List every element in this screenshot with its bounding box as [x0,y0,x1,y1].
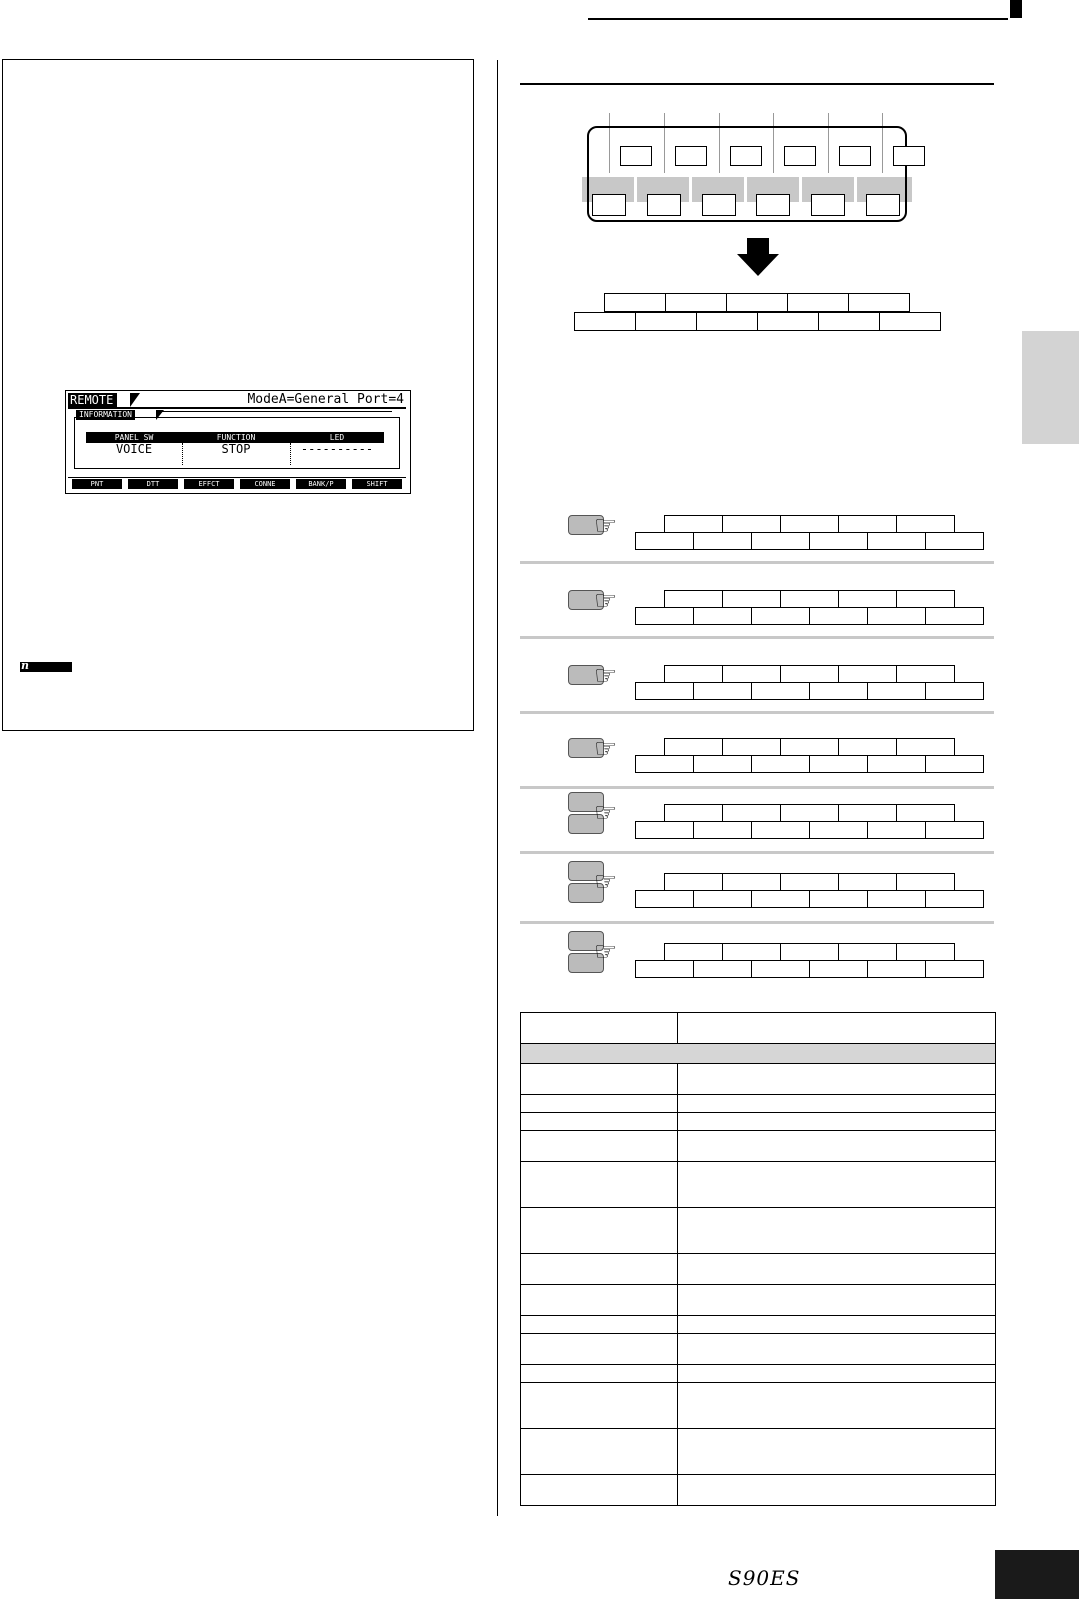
grid-cell [693,821,752,839]
grid-cell [751,960,810,978]
grid-cell [693,755,752,773]
grid-cell [664,665,723,683]
grid-cell [867,755,926,773]
table-row [521,1162,996,1208]
table-header-row [521,1013,996,1044]
table-cell [678,1475,996,1506]
grid-cell [896,943,955,961]
grid-cell [751,890,810,908]
grid-cell [722,804,781,822]
table-row [521,1383,996,1429]
table-cell [678,1208,996,1254]
grid-cell [664,515,723,533]
lcd-col-panel-sw: PANEL SW [114,433,154,442]
grid-cell [809,960,868,978]
panel-button-upper [730,146,762,166]
grid-cell [809,821,868,839]
lcd-top-rule-secondary [160,411,392,412]
grid-cell [693,890,752,908]
grid-cell [574,312,636,331]
side-thumb-tab [1022,331,1079,444]
table-cell [521,1334,678,1365]
grid-cell [787,293,849,312]
grid-cell [838,873,897,891]
table-cell [521,1208,678,1254]
grid-cell [925,682,984,700]
grid-cell [664,738,723,756]
grid-cell [696,312,758,331]
grid-cell [780,515,839,533]
table-cell [678,1162,996,1208]
table-cell [521,1162,678,1208]
lcd-cell-led: ---------- [300,442,374,456]
grid-cell [664,804,723,822]
grid-cell [925,960,984,978]
grid-cell [867,960,926,978]
grid-cell [722,665,781,683]
table-cell [678,1316,996,1334]
grid-cell [896,804,955,822]
grid-cell [879,312,941,331]
panel-button-lower [866,194,900,216]
lcd-tab: SHIFT [352,479,402,489]
lcd-title: REMOTE [68,393,117,407]
hand-pointer-icon: ☞ [594,866,618,896]
panel-button-upper [620,146,652,166]
grid-cell [925,607,984,625]
grid-cell [867,682,926,700]
grid-cell [722,738,781,756]
grid-cell [780,738,839,756]
grid-cell [809,682,868,700]
grid-cell [664,590,723,608]
grid-cell [838,738,897,756]
grid-cell [896,665,955,683]
table-row [521,1429,996,1475]
panel-bracket [587,126,907,222]
grid-cell [751,755,810,773]
grid-cell [780,943,839,961]
table-cell [678,1254,996,1285]
grid-cell [751,532,810,550]
hand-pointer-icon: ☞ [594,733,618,763]
grid-cell [838,943,897,961]
row-separator [520,561,994,564]
grid-cell [867,821,926,839]
table-cell [521,1316,678,1334]
grid-cell [838,515,897,533]
grid-cell [896,873,955,891]
grid-cell [838,665,897,683]
row-separator [520,786,994,789]
grid-cell [925,755,984,773]
table-cell [521,1254,678,1285]
down-arrow-icon [747,238,769,254]
down-arrow-head [737,254,779,276]
page-number-block [995,1550,1079,1599]
table-cell [521,1429,678,1475]
table-cell [521,1131,678,1162]
table-cell [521,1095,678,1113]
grid-cell [635,890,694,908]
table-row [521,1064,996,1095]
lcd-col-led: LED [329,433,345,442]
grid-cell [722,515,781,533]
hand-pointer-icon: ☞ [594,797,618,827]
grid-cell [635,532,694,550]
table-row [521,1208,996,1254]
section-top-rule [520,83,994,85]
hand-pointer-icon: ☞ [594,936,618,966]
grid-cell [780,873,839,891]
column-divider [497,60,498,1516]
grid-cell [925,532,984,550]
lcd-tab: PNT [72,479,122,489]
grid-cell [635,607,694,625]
table-cell [678,1131,996,1162]
grid-cell [780,804,839,822]
row-separator [520,921,994,924]
grid-cell [867,890,926,908]
grid-cell [925,890,984,908]
grid-cell [848,293,910,312]
table-row [521,1131,996,1162]
grid-cell [604,293,666,312]
grid-cell [896,590,955,608]
grid-cell [635,821,694,839]
lcd-top-rule [68,407,406,409]
table-cell [521,1383,678,1429]
table-cell [678,1365,996,1383]
grid-cell [818,312,880,331]
grid-cell [896,738,955,756]
lcd-info-tab-tail [156,410,164,420]
grid-cell [751,821,810,839]
grid-cell [722,590,781,608]
row-separator [520,851,994,854]
grid-cell [751,607,810,625]
grid-cell [809,532,868,550]
grid-cell [838,590,897,608]
grid-cell [867,607,926,625]
table-cell [678,1334,996,1365]
grid-cell [726,293,788,312]
lcd-tab: DTT [128,479,178,489]
header-tab [1010,0,1022,18]
grid-cell [693,682,752,700]
grid-cell [635,960,694,978]
table-cell [678,1095,996,1113]
grid-cell [809,607,868,625]
table-row [521,1316,996,1334]
table-row [521,1113,996,1131]
table-cell [678,1429,996,1475]
grid-cell [780,590,839,608]
table-section-cell [521,1044,996,1064]
product-logo: S90ES [728,1566,801,1590]
grid-cell [665,293,727,312]
grid-cell [809,890,868,908]
panel-button-upper [893,146,925,166]
grid-cell [635,755,694,773]
table-row [521,1285,996,1316]
table-cell [521,1113,678,1131]
grid-cell [635,682,694,700]
panel-button-upper [675,146,707,166]
table-row [521,1044,996,1064]
panel-button-upper [839,146,871,166]
lcd-title-tail [130,393,140,407]
panel-button-lower [811,194,845,216]
panel-button-lower [756,194,790,216]
table-row [521,1475,996,1506]
function-table [520,1012,995,1506]
panel-button-lower [702,194,736,216]
table-cell [678,1285,996,1316]
row-separator [520,636,994,639]
row-separator [520,711,994,714]
function-table-grid [520,1012,996,1506]
lcd-cell-function: STOP [221,442,251,456]
grid-cell [693,607,752,625]
table-row [521,1095,996,1113]
grid-cell [635,312,697,331]
grid-cell [722,873,781,891]
hand-pointer-icon: ☞ [594,510,618,540]
grid-cell [809,755,868,773]
lcd-col-function: FUNCTION [216,433,256,442]
grid-cell [693,960,752,978]
lcd-tab: CONNE [240,479,290,489]
lcd-screen [65,390,411,494]
table-cell [678,1013,996,1044]
grid-cell [693,532,752,550]
grid-cell [757,312,819,331]
table-cell [521,1475,678,1506]
table-cell [678,1064,996,1095]
panel-button-upper [784,146,816,166]
panel-button-lower [647,194,681,216]
grid-cell [751,682,810,700]
grid-cell [925,821,984,839]
lcd-tab: BANK/P [296,479,346,489]
note-icon: n [21,659,29,672]
hand-pointer-icon: ☞ [594,660,618,690]
grid-cell [896,515,955,533]
grid-cell [838,804,897,822]
lcd-mode-readout: ModeA=General Port=4 [247,392,404,407]
table-row [521,1365,996,1383]
lcd-cell-panel-sw: VOICE [115,442,153,456]
hand-pointer-icon: ☞ [594,585,618,615]
table-row [521,1334,996,1365]
table-cell [521,1285,678,1316]
grid-cell [722,943,781,961]
grid-cell [780,665,839,683]
grid-cell [664,943,723,961]
grid-cell [664,873,723,891]
lcd-info-tab: INFORMATION [76,410,135,420]
table-cell [521,1064,678,1095]
table-cell [521,1013,678,1044]
panel-button-lower [592,194,626,216]
table-cell [678,1113,996,1131]
table-row [521,1254,996,1285]
table-cell [521,1365,678,1383]
header-rule [588,18,1008,20]
lcd-tab: EFFCT [184,479,234,489]
table-cell [678,1383,996,1429]
grid-cell [867,532,926,550]
